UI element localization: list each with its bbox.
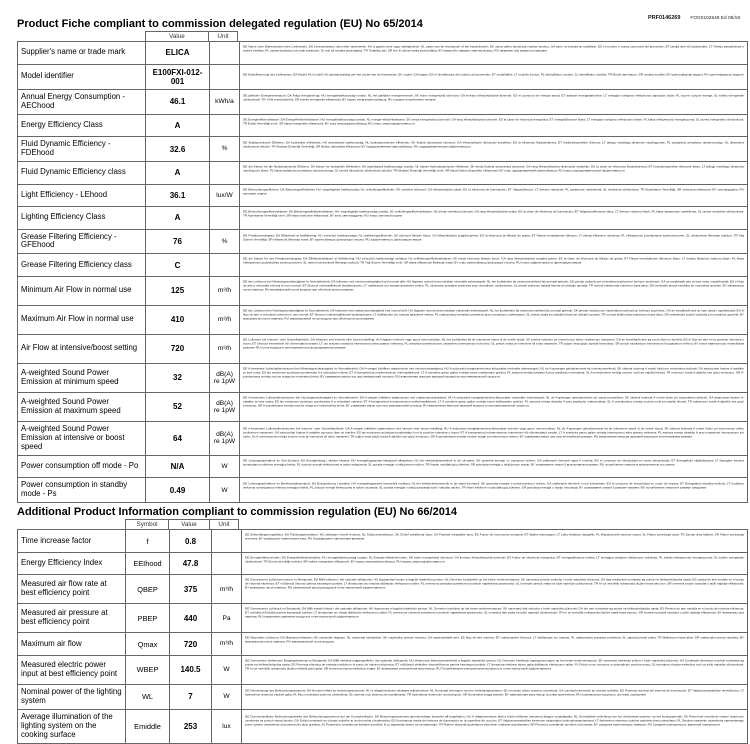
row-label: Annual Energy Consumption - AEChood [18,89,146,114]
product-fiche-table [17,41,748,503]
row-unit [210,162,240,185]
row-symbol: WBEP [126,655,170,684]
row-value: 125 [146,276,210,305]
row-description-text: DE der Luftstrom bei Mindestgeschwindigkeit im Normalbetrieb; DA luftstrøm ved minimumshastighed ved normal drift; HU légáram normál üzemmódban minimális sebességnél; NL het luchtdebiet bij minimumsnelheid bij normaal gebruik; SK prietok vzduchu pri minimálnej rýchlosti pri bežnom používaní; GA an sreabhadh aeir ar luas íosta i ngnáthúsáid; ES el flujo de aire a velocidad mínima en uso normal; ET õhuvool minimaalkiirusel tavakasutuses; LT mažiausias oro srautas įprastinės veikos; PL minimalny przepływ powietrza przy normalnym użytkowaniu; SL pretok zraka pri najnižji hitrosti pri običajni uporabi; TR normal kullanımda minimum hava akışı; SR minimalni protok vazduha pri normalnoj upotrebi; BY мінімальны паток паветра; RU минимальный поток воздуха при обычном использовании [243,279,744,292]
row-value: 36.1 [146,184,210,207]
doc-edition: FOG0102648 Ed 05/18 [690,16,740,21]
row-description [242,684,748,709]
table-row [18,229,748,254]
row-unit: lux/W [210,184,240,207]
row-value: 410 [146,305,210,334]
table-row [18,709,748,743]
row-label: A-weighted Sound Power Emission at maximum speed [18,392,146,421]
row-label: Energy Efficiency Class [18,114,146,137]
row-value: 76 [146,229,210,254]
row-value: 140.5 [170,655,212,684]
row-unit [210,114,240,137]
row-symbol: PBEP [126,604,170,633]
row-value: 375 [170,575,212,604]
row-description [242,575,748,604]
table-row [18,575,748,604]
row-description [240,478,748,503]
row-symbol: Emiddle [126,709,170,743]
row-value: ELICA [146,42,210,65]
row-value: 720 [170,633,212,656]
section2-column-headers [17,519,747,530]
row-description-text: DE fluiddynamische Effizienz; DA hydraulisk effektivitet; HU áramlástani hatékonyság; NL hydrodynamische efficiëntie; SK fluidná dynamická účinnosť; GA éifeachtúlacht dinimiciúil sreabhán; ES la eficiencia fluidodinámica; ET hüdrodünaamiline tõhusus; LT takiųjų medžiagų dinaminis naudingumas; PL wydajność przepływu dynamicznego; SL dinamična učinkovitost tekočin; TR Akışkan Dinamiği Verimliliği; SR fluidno dinamička efikasnost; BY гідрадынамічная эфектыўнасць; RU гидродинамическая эффективность [243,141,744,149]
section2-title: Additional Product Information compliant to commission regulation (EU) No 66/2014 [17,506,458,519]
row-description-text: DE die Klasse für die fluiddynamische Effizienz; DA klasse for hydraulisk effektivitet; HU áramlástani hatékonysági osztály; NL klasse hydrodynamische efficiëntie; SK trieda fluidnej dynamickej účinnosti; GA rang éifeachtúlachta dinimiciúla sreabhán; ES la clase de eficiencia fluidodinámica; ET hüdrodünaamilise tõhususe klass; LT takiųjų medžiagų dinaminio naudingumo klasė; PL klasa wydajności przepływu dynamicznego; SL razred dinamične učinkovitosti tekočin; TR Akışkan Dinamiği Verimliliği sınıfı; SR klasa fluidno dinamičke efikasnosti; BY клас гідрадынамічнай эфектыўнасці; RU класс гидродинамической эффективности [243,165,744,173]
row-description [240,184,748,207]
row-unit: dB(A) re 1pW [210,392,240,421]
table-row [18,530,748,553]
row-value: 32.6 [146,137,210,162]
table-row [18,455,748,478]
row-description-text: DE Zeitverlängerungsfaktor; DA Tidsforøgelsesfaktor; HU időtartam-növelő tényező; NL Tijdstoenamefactor; SK Činiteľ predĺženia času; GA Fachtóir méadaithe ama; ES Factor de incremento temporal; ET Ajaline kasvutegur; LT Laiko didėjimo daugiklis; PL Współczynnik wzrostu czasu; SL Faktor povečanja časa; TR Zaman artış faktörü; SR Faktor povećanja vremena; BY каэфіцыент павелічэння часу; RU Коэффициент увеличения времени [245,533,744,541]
row-description [242,530,748,553]
table-row [18,421,748,455]
row-description-text: DE Gemessener Luftvolumenstrom im Bestpunkt; DA Målt luftstrøm i det optimale driftspunkt; HU légáramlási hozam a legjobb hatásfokú ponton; NL Gemeten luchtdebiet op het beste-rendementspunt; SK nameraný prietok vzduchu v bode najvyššej účinnosti; GA ráta sreafa aeir tomhaiste ag pointe na héifeachtúlachta uasta; ES caudal de aire medido en el punto de máxima eficiencia; ET mõõdetud õhuvool parima kasuteguri punktis; LT išmatuotas oro srautas didžiausio efektyvumo taške; PL zmierzony przepływ powietrza w punkcie największej sprawności; SL izmerjeni pretok zraka na točki največje učinkovitosti; TR en iyi verimlilik noktasında ölçülen hava akış hızı; SR izmereni protok vazduha u tački najbolje efikasnosti; BY вымераны паток паветра; RU измеренный расход воздуха в точке наилучшей эффективности [245,578,744,590]
column-header-symbol: Symbol [125,519,169,530]
row-description [240,137,748,162]
row-value: 440 [170,604,212,633]
row-description [242,633,748,656]
column-header-value2: Value [168,519,210,530]
row-label: Nominal power of the lighting system [18,684,126,709]
row-unit [210,254,240,277]
row-label: Light Efficiency - LEhood [18,184,146,207]
row-description-text: DE A-bewertete Luftschallemissionen bei Intensiv- oder Schnelllaufstufe; DA A-vægtet luftbåren støjemission ved intensiv eller boost-indstilling; HU A-súlyozású hangteljesítmény-kibocsátás intenzív vagy gyors üzemmódban; NL de A-gewogen geluidsemissie bij de intensieve stand of de snelle stand; SK vážená hodnota A emisií hluku pri intenzívnom alebo zosilnenom nastavení; GA astaíochtaí fuaime A-ualaithe ag socrú dian nó borrtha; ES las emisiones acústicas ponderadas A en la posición intensiva o boost; ET A-korrigeeritud müraemissioon intensiivsel või võimendatud seadel; LT A svertinės garso galios emisija intensyvumo arba spartos veiksena; PL ważona emisja dźwięku A przy ustawieniu intensywnym lub turbo; SL A-ovrednotena emisija zvočne moči pri intenzivni ali turbo nastavitvi; TR yoğun veya güçlü hızda A-ağırlıklı ses gücü emisyonu; SR A-ponderisana emisija zvučne snage pri intenzivnom režimu; BY узважаная эмісія гуку пры інтэнсіўным рэжыме; RU взвешенная эмиссия звуковой мощности в интенсивном режиме [243,427,744,439]
row-value: 52 [146,392,210,421]
row-unit: lux [212,709,242,743]
row-label: Fluid Dynamic Efficiency - FDEhood [18,137,146,162]
row-description-text: DE Leistungsaufnahme im Aus-Zustand; DA Energiforbrug i slukket tilstand; HU energiafogyasztás kikapcsolt állapotban; NL het elektriciteitsverbruik in de uit-stand; SK spotreba energie vo vypnutom režime; GA caitheamh fuinnimh agus é múchta; ES el consumo de electricidad en modo desactivado; ET Energiakulu väljalülitatuna; LT išjungties būsena suvartojamos elektros energijos kiekis; PL zużycie energii elektrycznej w trybie wyłączenia; SL poraba energije v izključenem načinu; TR Kapalı moddaki güç tüketimi; SR potrošnja energije u isključenom stanju; BY спажыванне энергіі ў выключаным рэжыме; RU потребление энергии в выключенном состоянии [243,458,744,467]
row-description-text: DE Beleuchtungseffizienz; DA Belysningseffektivitet; HU megvilágítási hatékonyság; NL verlichtingsefficiëntie; SK svetelná účinnosť; GA éifeachtúlacht solais; ES la eficiencia de iluminación; ET Valgustõhusus; LT šviesos našumas; PL sprawność oświetlenia; SL svetlobna učinkovitost; TR Aydınlatma Verimliliği; SR svetlosna efikasnost; BY светлааддача; RU световая отдача [243,187,744,195]
section1-column-headers [17,31,747,42]
row-description-text: DE der Luftstrom bei Höchstgeschwindigkeit im Normalbetrieb; DA luftstrøm ved maksimumshastighed ved normal drift; HU légáram normál üzemmódban maximális sebességnél; NL het luchtdebiet bij maximumsnelheid bij normaal gebruik; SK prietok vzduchu pri maximálnej rýchlosti pri bežnom používaní; GA an sreabhadh aeir ar luas uasta i ngnáthúsáid; ES el flujo de aire a velocidad máxima en uso normal; ET õhuvool maksimaalkiirusel tavakasutuses; LT didžiausias oro srautas įprastinės veikos; PL maksymalny przepływ powietrza przy normalnym użytkowaniu; SL pretok zraka pri najvišji hitrosti pri običajni uporabi; TR normal kullanımda maksimum hava akışı; SR maksimalni protok vazduha pri normalnoj upotrebi; BY максімальны паток паветра; RU максимальный поток воздуха при обычном использовании [243,308,744,321]
row-description [240,89,748,114]
section1-title: Product Fiche compliant to commission delegated regulation (EU) No 65/2014 [17,18,423,30]
row-description-text: DE Fettabscheidegrad; DA Effektivitet af fedtfiltrering; HU zsírszűrő hatékonysága; NL vetfilteringsefficiëntie; SK účinnosť filtrácie tukov; GA éifeachtúlacht scagtha gréise; ES la eficiencia de filtrado de grasa; ET Rasva eemaldamise tõhusus; LT riebalų filtravimo našumas; PL efektywność pochłaniania zanieczyszczeń; SL učinkovitost filtriranja maščob; TR Yağ Süzme Verimliliği; SR efikasnost filtriranja masti; BY эфектыўнасць фільтрацыі тлушчу; RU эффективность фильтрации жиров [243,233,744,242]
row-label: Air Flow at intensive/boost setting [18,334,146,363]
row-unit: W [212,655,242,684]
table-row [18,684,748,709]
row-symbol: Qmax [126,633,170,656]
table-row [18,64,748,89]
row-unit: m³/h [212,575,242,604]
document-page [17,18,747,744]
row-symbol: WL [126,684,170,709]
row-value: C [146,254,210,277]
row-unit: dB(A) re 1pW [210,421,240,455]
additional-info-table [17,529,748,743]
column-header-unit: Unit [208,31,238,42]
row-description [242,655,748,684]
row-description-text: DE jährliche Energieverbrauch; DA Årligt energiforbrug; HU energiahatékonysági mutató; NL het jaarlijkse energieverbruik; SK index energetickej účinnosti; GA innéacs éifeachtúlachta fuinnimh; ES el consumo de energía anual; ET aastane energiatarbimine; LT energijos vartojimo efektyvumo sąnaudos dydis; PL roczne zużycie energii; SL indeks energetske učinkovitosti; TR Yıllık enerji tüketimi; SR indeks energetske efikasnosti; BY індэкс энергаэфектыўнасці; RU годовое потребление энергии [243,93,744,102]
table-row [18,89,748,114]
row-label: Model identifier [18,64,146,89]
row-label: Measured air flow rate at best efficiency point [18,575,126,604]
row-value: A [146,114,210,137]
row-value: 32 [146,363,210,392]
row-label: A-weighted Sound Power Emission at minimum speed [18,363,146,392]
row-label: Average illumination of the lighting system on the cooking surface [18,709,126,743]
row-description-text: DE Nennleistung des Beleuchtungssystems; DA Nominel effekt for belysningssystemet; HU a világítórendszer névleges teljesítménye; NL Nominaal vermogen van het verlichtingssysteem; SK menovitý výkon systému osvetlenia; GA cumhacht ainmniúil an chórais soilsithe; ES Potencia nominal del sistema de iluminación; ET Valgustusseadeldise nimivõimsus; LT Apšvietimo sistemos vardinė galia; PL Moc nominalna systemu oświetlenia; SL nazivna moč sistema za osvetljevanje; TR Aydınlatma sisteminin nominal gücü; SR Nominalna snaga rasvete; BY намінальная магутнасць сістэмы асвятлення; RU номинальная мощность системы освещения [245,689,744,697]
row-label: Time increase factor [18,530,126,553]
table-row [18,552,748,575]
row-value: N/A [146,455,210,478]
row-description-text: DE Energieeffizienzklasse; DA Energieffektivitetsklasse; HU energiahatékonysági osztály; NL energie-efficiëntieklasse; SK trieda energetickej účinnosti; GA rang éifeachtúlachta fuinnimh; ES la clase de eficiencia energética; ET energiatõhususe klass; LT energijos vartojimo efektyvumo klasė; PL klasa efektywności energetycznej; SL razred energetske učinkovitosti; TR Enerji Verimliliği sınıfı; SR klasa energetske efikasnosti; BY клас энергаэфектыўнасці; RU класс энергоэффективности [243,117,744,125]
row-description-text: DE Maximaler Luftstrom; DA Maksimal luftstrøm; HU maximális légáram; NL maximaal luchtdebiet; SK maximálny prietok vzduchu; GA uassreabhadh aeir; ES flujo de aire máximo; ET maksimaalne õhuvool; LT didžiausias oro srautas; PL maksymalny przepływ powietrza; SL največji pretok zraka; TR Maksimum hava akışı; SR maksimalni protok vazduha; BY максімальны паток паветра; RU максимальный поток воздуха [245,636,744,644]
row-unit: kWh/a [210,89,240,114]
row-description [240,207,748,230]
row-unit: m³/h [210,276,240,305]
row-label: Energy Efficiency Index [18,552,126,575]
row-description [240,162,748,185]
table-row [18,276,748,305]
row-label: Grease Filtering Efficiency class [18,254,146,277]
table-row [18,162,748,185]
row-label: Grease Filtering Efficiency - GFEhood [18,229,146,254]
row-value: 46.1 [146,89,210,114]
row-description-text: DE Modellkennung des Lieferanten; DA Model; HU modell; NL typeaanduiding van het model van de leverancier; SK model; GA leagan; ES el identificador del modelo del proveedor; ET mudelitähis; LT modelio žymuo; PL identyfikator modelu; SL identifikator modela; TR Model tanımlayıcı; SR oznaka modela; BY ідэнтыфікатар мадэлі; RU идентификатор модели [243,72,744,77]
row-description-text: DE Leistungsaufnahme im Bereitschaftszustand; DA Energiforbrug i standby; HU energiafogyasztás készenléti módban; NL het elektriciteitsverbruik in de stand-by-stand; SK spotreba energie v pohotovostnom režime; GA caitheamh fuinnimh i mód fuireachais; ES el consumo de electricidad en modo de espera; ET Energiakulu standby-režiimis; LT budėjimo veiksena suvartojamos elektros energijos kiekis; PL zużycie energii elektrycznej w trybie czuwania; SL poraba energije v stanju pripravljenosti / standby načinu; TR Hazır bekleme modundaki güç tüketimi; SR potrošnja energije u stanju mirovanja; BY спажыванне энергіі ў рэжыме чакання; RU потребление энергии в режиме ожидания [243,482,744,490]
table-row [18,114,748,137]
row-description-text: DE Luftstrom bei Intensiv- oder Schnelllaufstufe; DA luftstrøm ved intensiv eller boost-indstilling; HU légáram intenzív vagy gyors üzemmódban; NL het luchtdebiet bij de intensieve stand of de snelle stand; SK prietok vzduchu pri intenzívnom alebo zosilnenom nastavení; GA an sreabhadh aeir ag socrú dian nó borrtha; ES el flujo de aire en la posición intensiva o boost; ET õhuvool intensiivsel või võimendatud seadel; LT oro srautas nustačius intensyvumo arba spartos veikseną; PL przepływ powietrza przy ustawieniu intensywnym lub turbo; SL pretok zraka pri intenzivni ali turbo nastavitvi; TR yoğun veya güçlü ayarda hava akışı; SR protok vazduha pri intenzivnom ili pojačanom režimu; BY паток паветра пры інтэнсіўным рэжыме; RU поток воздуха в интенсивном или форсированном режиме [243,337,744,350]
row-unit [210,64,240,89]
row-description-text: DE Gemessene elektrische Eingangsleistung im Bestpunkt; DA Målt elektrisk indgangseffekt i det optimale driftspunkt; HU elektromos teljesítményfelvétel a legjobb hatásfokú ponton; NL Gemeten elektrisch ingangsvermogen op het beste-rendementspunt; SK nameraný elektrický príkon v bode najvyššej účinnosti; GA Cumhacht leictreach ionchuir tomhaiste ag pointe na héifeachtúlachta uasta; ES Potencia eléctrica de entrada medida en el punto de máxima eficiencia; ET mõõdetud elektriline sisendvõimsus parima kasuteguri punktis; LT išmatuota elektrinė įėjimo galia didžiausio efektyvumo taške; PL Pobór mocy mierzony w optymalnym punkcie pracy; SL izmerjena vhodna električna moč na točki največje učinkovitosti; TR en iyi verimlilik noktasında ölçülen elektrik gücü girişi; SR izmerena ulazna električna snaga; BY вымераная электрычная магутнасць; RU Потребляемая электрическая мощность в точке наилучшей эффективности [245,658,744,671]
row-label: Power consumption in standby mode - Ps [18,478,146,503]
row-unit: m³/h [210,334,240,363]
row-value: 0.8 [170,530,212,553]
row-symbol: EEIhood [126,552,170,575]
row-description-text: DE die Klasse für den Fettabscheidegrad; DA Effektivitetsklasse af fedtfiltrering; HU zsírszűrő hatékonysági osztálya; NL vetfilteringsefficiëntieklasse; SK trieda účinnosti filtrácie tukov; GA rang éifeachtúlachta scagtha gréise; ES la clase de eficiencia de filtrado de grasa; ET Rasva eemaldamise tõhususe klass; LT riebalų filtravimo našumo klasė; PL klasa efektywności pochłaniania zanieczyszczeń; SL razred učinkovitosti filtriranja maščob; TR Yağ Süzme Verimliliği sınıfı; SR klasa efikasnosti filtriranja masti; BY клас эфектыўнасці фільтрацыі тлушчу; RU класс эффективности фильтрации жиров [243,257,744,265]
table-row [18,392,748,421]
table-row [18,655,748,684]
table-row [18,207,748,230]
table-row [18,363,748,392]
row-unit: dB(A) re 1pW [210,363,240,392]
row-label: Measured air pressure at best efficiency point [18,604,126,633]
row-description [240,392,748,421]
row-value: 7 [170,684,212,709]
row-description-text: DE Name oder Warenzeichen des Lieferanten; DA Leverandørens navn eller varemærke; HU a gyártó neve vagy márkajelzése; NL naam van de leverancier of het handelsmerk; SK názov alebo obchodná značka výrobcu; GA ainm nó branda an tsoláthraí; ES el nombre o marca comercial del proveedor; ET tarnija nimi või kaubamärk; LT Tiekėjo pavadinimas ir prekės ženklas; PL nazwa dostawcy lub znak towarowy; SL ime ali oznaka proizvajalca; TR Tedarikçi adı; SR ime ili robna marka proizvođača; BY назва або таварны знак вытворцы; RU название или марка поставщика [243,45,744,53]
row-unit: % [210,137,240,162]
row-label: Fluid Dynamic Efficiency class [18,162,146,185]
row-label: Maximum air flow [18,633,126,656]
row-unit: % [210,229,240,254]
row-symbol: f [126,530,170,553]
row-label: Maximum Air Flow in normal use [18,305,146,334]
row-description [240,114,748,137]
row-value: E100FXI-012-001 [146,64,210,89]
row-description [240,363,748,392]
row-unit: m³/h [212,633,242,656]
row-description-text: DE A-bewertete Luftschallemissionen bei Mindestgeschwindigkeit im Normalbetrieb; DA A-vægtet luftbåren støjemission ved minimumshastighed; HU A-súlyozású hangteljesítmény-kibocsátás minimális sebességnél; NL de A-gewogen geluidsemissie bij minimumsnelheid; SK vážená hodnota A emisií hluku pri minimálnej rýchlosti; GA astaíochtaí fuaime A-ualaithe ar luas íosta; ES las emisiones acústicas ponderadas A a velocidad mínima; ET A-korrigeeritud müraemissioon minimaalkiirusel; LT A svertinės garso galios emisija esant mažiausiam greičiui; PL ważona emisja dźwięku A przy prędkości minimalnej; SL A-ovrednotena emisija zvočne moči pri najnižji hitrosti; TR minimum hızda A-ağırlıklı ses gücü emisyonu; SR A-ponderisana emisija zvučne snage pri minimalnoj brzini; BY узважаная эмісія гуку пры мінімальнай хуткасці; RU взвешенная эмиссия звуковой мощности при минимальной скорости [243,366,744,379]
row-label: Minimum Air Flow in normal use [18,276,146,305]
row-description [240,42,748,65]
table-row [18,334,748,363]
column-header-unit2: Unit [209,519,239,530]
row-description [240,421,748,455]
row-label: Lighting Efficiency Class [18,207,146,230]
table-row [18,184,748,207]
row-unit [212,530,242,553]
row-value: A [146,162,210,185]
row-description-text: DE Durchschnittliche Beleuchtungsstärke des Beleuchtungssystems auf der Kochoberfläche; DA Belysningssystemets gennemsnitlige lysstyrke på kogefladen; HU A világítórendszer által a főzési felületen biztosított átlagos megvilágítás; NL Gemiddelde verlichting van het verlichtings-systeem op het kookoppervlak; SK Priemerné osvetlenie vrhané systémom osvetlenia na povrch varnej plochy; GA Soilsiú meánach an chórais soilsithe ar an dromchla cócaireachta; ES Iluminancia media del sistema de iluminación en la superficie de cocción; ET Valgustusseadeldise keskmine valgustatus toiduvalmistamispinnal; LT Apšvietimo sistemos vidutinė apšvieta virimo paviršiaus; PL Średnie natężenie oświetlenia zapewnianego przez system oświetlenia na powierzchni płyty grzejnej; SL Povprečna osvetljenost kuhalne površine, ki jo zagotavlja sistem za osvetljevanje; TR Pişirme alanında aydınlatma sisteminin ortalama aydınlatması; SR Prosečno osvetljenje površine za kuvanje; BY сярэдняя асветленасць паверхні; RU Средняя освещенность варочной поверхности [245,715,744,727]
row-value: A [146,207,210,230]
row-description [240,64,748,89]
row-unit [210,42,240,65]
row-unit [210,207,240,230]
row-value: 253 [170,709,212,743]
row-description [240,455,748,478]
table-row [18,604,748,633]
row-description-text: DE Energieeffizienzindex; DA Energieffektivitetsindeks; HU energiahatékonysági mutató; NL Energie-efficiëntie-index; SK index energetickej účinnosti; GA Innéacs éifeachtúlachta fuinnimh; ES Índice de eficiencia energética; ET energiatõhususe indeks; LT energijos vartojimo efektyvumo indeksas; PL indeks efektywności energetycznej; SL indeks energetske učinkovitosti; TR Enerji verimliliği endeksi; SR indeks energetske efikasnosti; BY індэкс энергаэфектыўнасці; RU индекс энергоэффективности [245,555,744,564]
row-label: A-weighted Sound Power Emission at intensive or boost speed [18,421,146,455]
row-description [240,229,748,254]
row-description [240,305,748,334]
row-description [240,254,748,277]
row-description [242,604,748,633]
row-description [240,334,748,363]
row-description [240,276,748,305]
row-label: Measured electric power input at best efficiency point [18,655,126,684]
doc-number: PRF0146269 [647,15,681,21]
row-value: 64 [146,421,210,455]
row-description-text: DE A-bewertete Luftschallemissionen bei Höchstgeschwindigkeit im Normalbetrieb; DA A-vægtet luftbåren støjemission ved maksimumshastighed; HU A-súlyozású hangteljesítmény-kibocsátás maximális sebességnél; NL de A-gewogen geluidsemissie bij maximumsnelheid; SK vážená hodnota A emisií hluku pri maximálnej rýchlosti; GA astaíochtaí fuaime A-ualaithe ar luas uasta; ES las emisiones acústicas ponderadas A a velocidad máxima; ET A-korrigeeritud müraemissioon maksimaalkiirusel; LT A svertinės garso galios emisija esant didžiausiam greičiui; PL ważona emisja dźwięku A przy prędkości maksymalnej; SL A-ovrednotena emisija zvočne moči pri najvišji hitrosti; TR maksimum hızda A-ağırlıklı ses gücü emisyonu; SR A-ponderisana emisija zvučne snage pri maksimalnoj brzini; BY узважаная эмісія гуку пры максімальнай хуткасці; RU взвешенная эмиссия звуковой мощности при максимальной скорости [243,395,744,408]
row-unit: W [212,684,242,709]
column-header-value: Value [145,31,209,42]
table-row [18,42,748,65]
row-description [242,552,748,575]
row-description-text: DE Gemessener Luftdruck im Bestpunkt; DA Målt statisk lufttryk i det optimale driftspunkt; HU légnyomás a legjobb hatásfokú ponton; NL Gemeten luchtdruk op het beste-rendementspunt; SK nameraný tlak vzduchu v bode najvyššej účinnosti; GA brú aeir tomhaiste ag pointe na héifeachtúlachta uasta; ES Presión de aire medida en el punto de máxima eficiencia; ET mõõdetud õhurõhk parima kasuteguri punktis; LT išmatuotas oro slėgis didžiausio efektyvumo taške; PL zmierzone ciśnienie powietrza w punkcie największej sprawności; SL izmerjeni tlak zraka na točki največje učinkovitosti; TR en iyi verimlilik noktasında ölçülen statik hava basıncı; SR izmereni pritisak vazduha u tački najbolje efikasnosti; BY вымераны ціск паветра; RU измеренное давление воздуха в точке наилучшей эффективности [245,607,744,619]
row-value: 0.49 [146,478,210,503]
row-symbol: QBEP [126,575,170,604]
table-row [18,305,748,334]
row-description-text: DE Beleuchtungseffizienzklasse; DA Belysningseffektivitetsklasse; HU megvilágítási hatékonysági osztály; NL verlichtingsefficiëntieklasse; SK trieda svetelnej účinnosti; GA rang éifeachtúlachta solais; ES la clase de eficiencia de iluminación; ET Valgustustõhususe klass; LT šviesos našumo klasė; PL klasa sprawności oświetlenia; SL razred svetlobne učinkovitosti; TR Aydınlatma Verimliliği sınıfı; SR klasa svetlosne efikasnosti; BY клас светлааддачы; RU класс световой отдачи [243,210,744,218]
row-unit: W [210,478,240,503]
table-row [18,478,748,503]
row-unit: m³/h [210,305,240,334]
row-label: Power consumption off mode - Po [18,455,146,478]
row-unit: Pa [212,604,242,633]
row-value: 720 [146,334,210,363]
row-description [242,709,748,743]
row-unit: W [210,455,240,478]
table-row [18,254,748,277]
table-row [18,633,748,656]
row-unit [212,552,242,575]
row-value: 47.8 [170,552,212,575]
row-label: Supplier's name or trade mark [18,42,146,65]
table-row [18,137,748,162]
